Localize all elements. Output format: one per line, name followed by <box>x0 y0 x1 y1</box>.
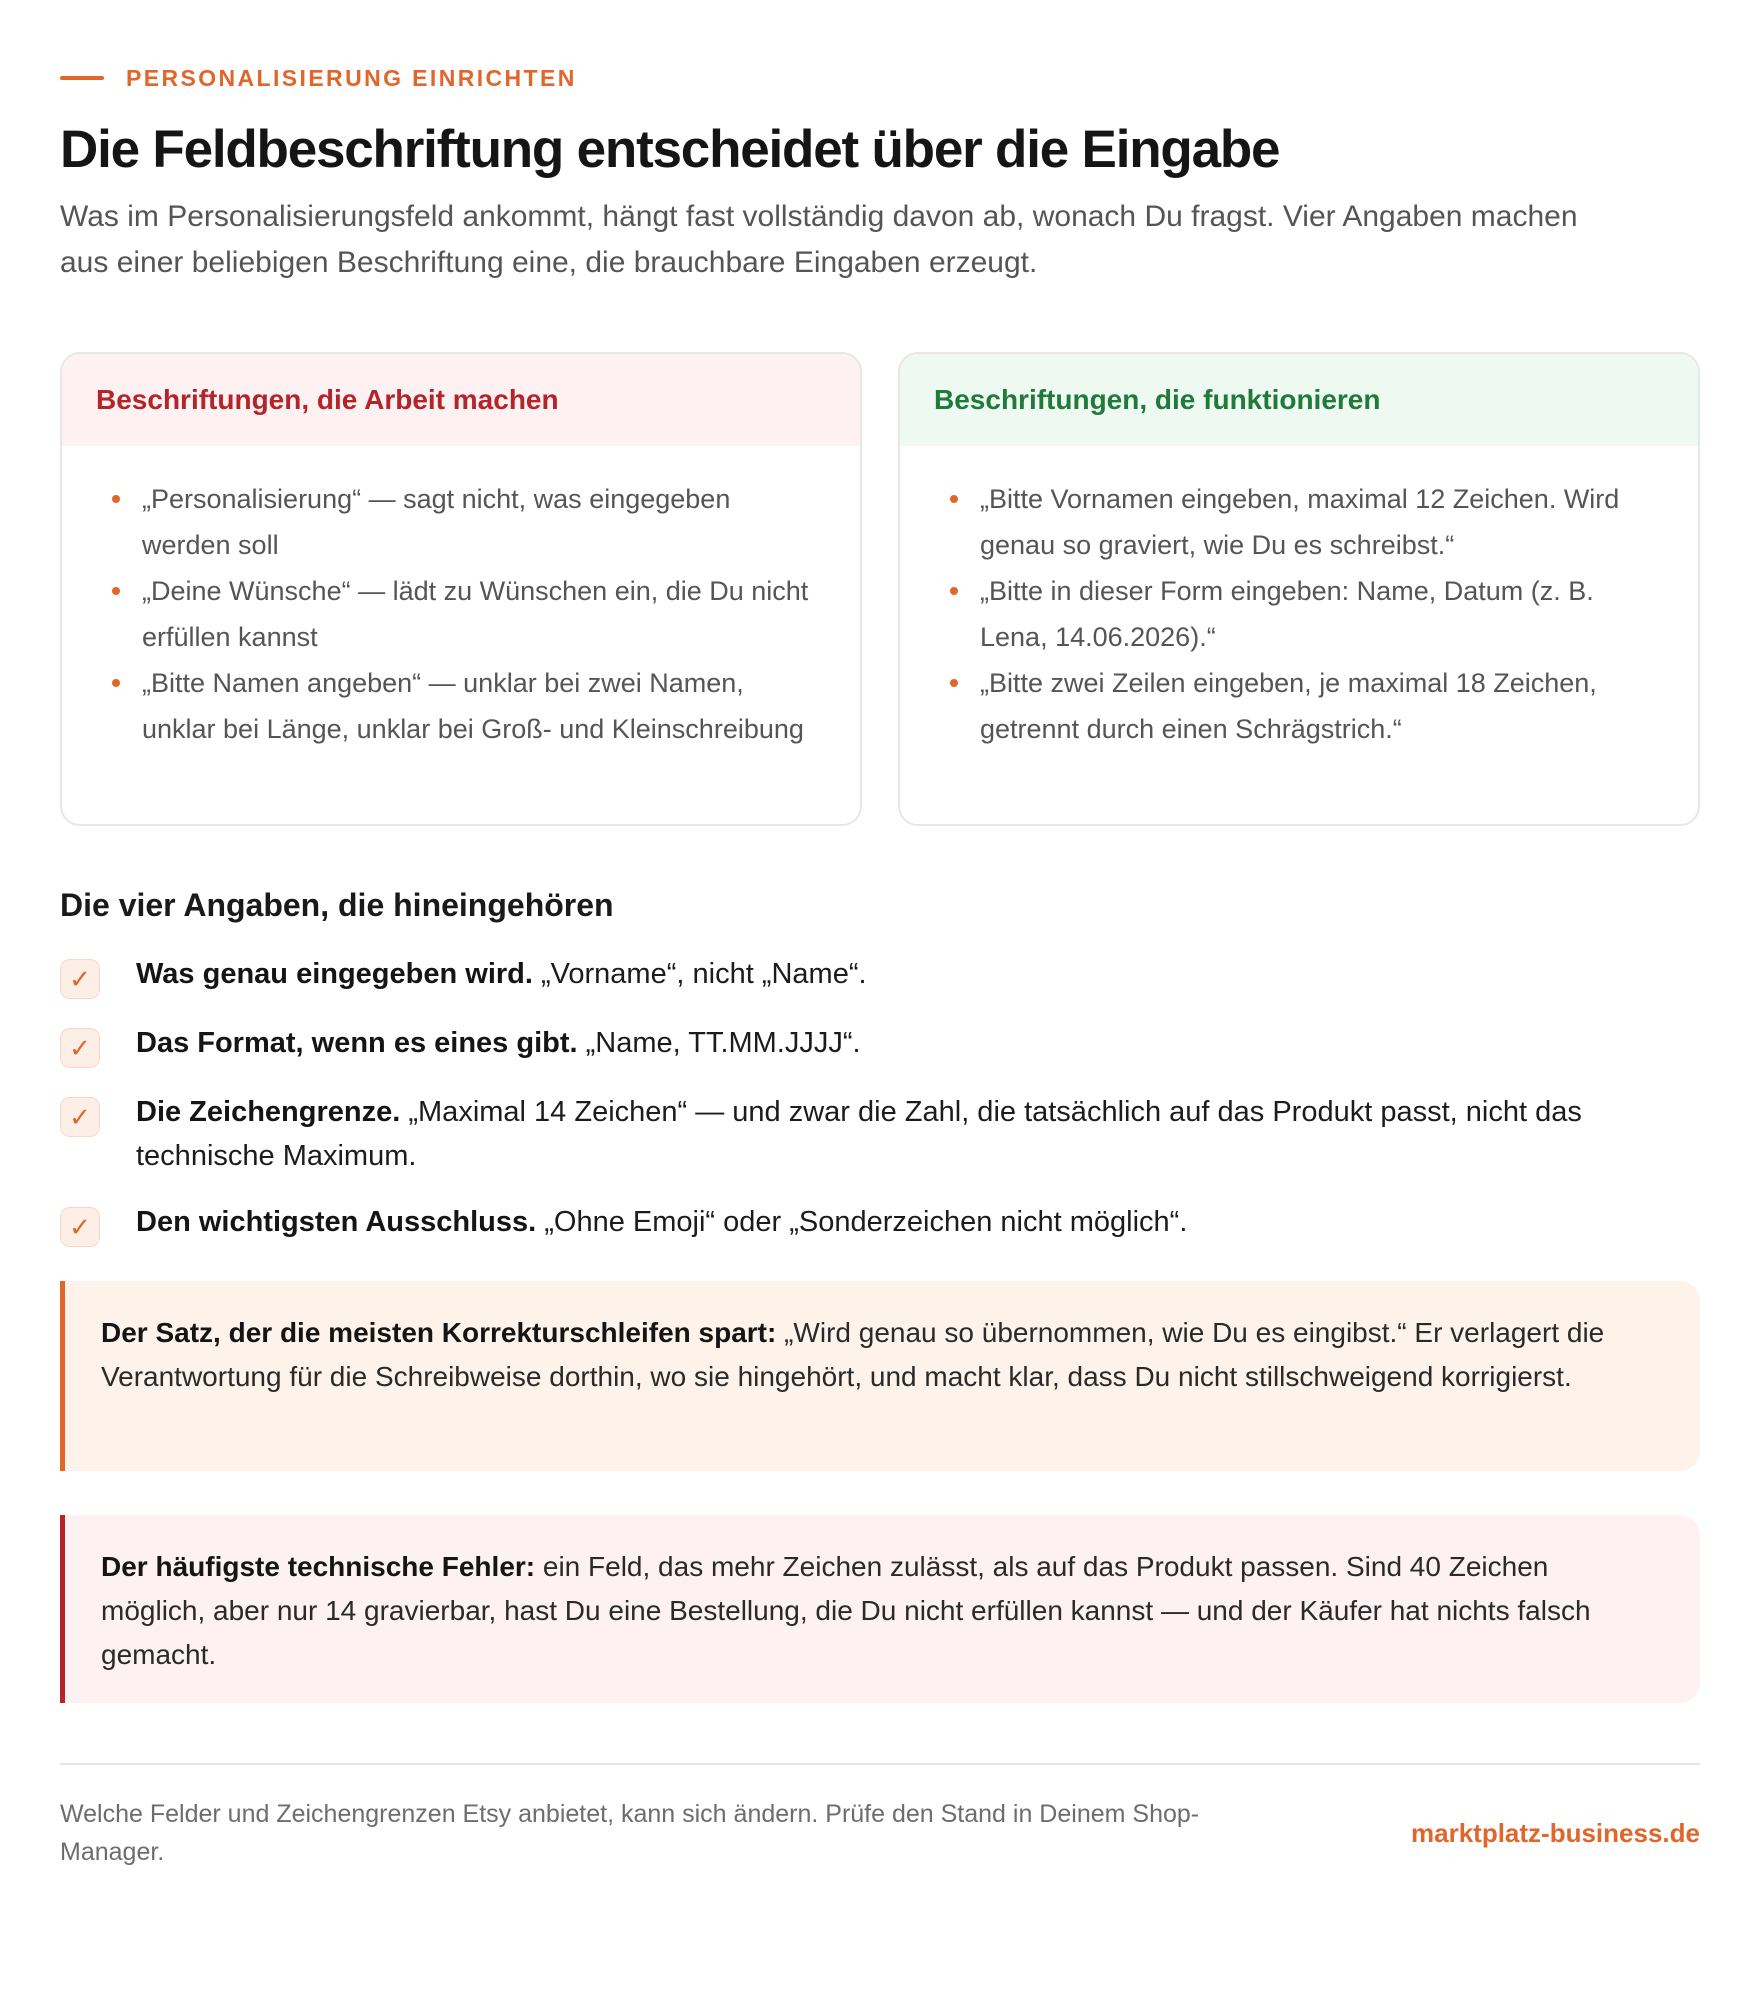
eyebrow-label: PERSONALISIERUNG EINRICHTEN <box>126 64 577 91</box>
bad-labels-list <box>62 446 860 752</box>
list-item: „Bitte in dieser Form eingeben: Name, Datum (z. B. Lena, 14.06.2026).“ <box>980 568 1658 660</box>
checklist-item-text <box>136 1021 1696 1065</box>
checklist-title: Die vier Angaben, die hineingehören <box>60 887 614 923</box>
check-icon: ✓ <box>60 959 100 999</box>
list-item: „Personalisierung“ — sagt nicht, was eingegeben werden soll <box>142 476 820 568</box>
list-item: „Bitte Namen angeben“ — unklar bei zwei Namen, unklar bei Länge, unklar bei Groß- und Kleinschreibung <box>142 660 820 752</box>
checklist-item-text <box>136 952 1696 996</box>
checklist-item <box>60 952 1700 999</box>
tip-callout-text: „Wird genau so übernommen, wie Du es eingibst.“ Er verlagert die Verantwortung für die Schreibweise dorthin, wo sie hingehört, und macht klar, dass Du nicht stillschweigend korrigierst. <box>101 1317 1605 1392</box>
checklist-item-bold: Die Zeichengrenze. <box>136 1096 401 1128</box>
footer-note: Welche Felder und Zeichengrenzen Etsy anbietet, kann sich ändern. Prüfe den Stand in Deinem Shop-Manager. <box>60 1800 1200 1866</box>
checklist-item-text <box>136 1090 1696 1178</box>
bad-labels-card <box>60 352 862 826</box>
intro-text: Was im Personalisierungsfeld ankommt, hängt fast vollständig davon ab, wonach Du fragst. Vier Angaben machen aus einer beliebigen Beschriftung eine, die brauchbare Eingaben erzeugt. <box>60 200 1578 279</box>
page-title: Die Feldbeschriftung entscheidet über die Eingabe <box>60 120 1280 179</box>
checklist-item-detail: „Ohne Emoji“ oder „Sonderzeichen nicht möglich“. <box>536 1206 1188 1238</box>
good-labels-card <box>898 352 1700 826</box>
warning-callout-bold: Der häufigste technische Fehler: <box>101 1551 536 1582</box>
tip-callout <box>60 1281 1700 1471</box>
bad-labels-title: Beschriftungen, die Arbeit machen <box>62 354 860 446</box>
good-labels-list <box>900 446 1698 752</box>
warning-callout-text: ein Feld, das mehr Zeichen zulässt, als auf das Produkt passen. Sind 40 Zeichen möglich, aber nur 14 gravierbar, hast Du eine Bestellung, die Du nicht erfüllen kannst — und der Käufer hat nichts falsch gemacht. <box>101 1551 1591 1670</box>
list-item: „Bitte zwei Zeilen eingeben, je maximal 18 Zeichen, getrennt durch einen Schrägstrich.“ <box>980 660 1658 752</box>
good-labels-title: Beschriftungen, die funktionieren <box>900 354 1698 446</box>
checklist <box>60 952 1700 1247</box>
checklist-item <box>60 1090 1700 1178</box>
checklist-item-detail: „Name, TT.MM.JJJJ“. <box>577 1027 861 1059</box>
checklist-item-bold: Das Format, wenn es eines gibt. <box>136 1027 578 1059</box>
check-icon: ✓ <box>60 1028 100 1068</box>
checklist-item <box>60 1200 1700 1247</box>
comparison-cards <box>60 352 1700 826</box>
checklist-item-detail: „Vorname“, nicht „Name“. <box>532 958 867 990</box>
checklist-item-bold: Den wichtigsten Ausschluss. <box>136 1206 537 1238</box>
checklist-item-bold: Was genau eingegeben wird. <box>136 958 533 990</box>
checklist-item <box>60 1021 1700 1068</box>
tip-callout-bold: Der Satz, der die meisten Korrekturschleifen spart: <box>101 1317 777 1348</box>
warning-callout <box>60 1515 1700 1703</box>
checklist-item-detail: „Maximal 14 Zeichen“ — und zwar die Zahl, die tatsächlich auf das Produkt passt, nicht das technische Maximum. <box>136 1096 1582 1172</box>
list-item: „Bitte Vornamen eingeben, maximal 12 Zeichen. Wird genau so graviert, wie Du es schreibst.“ <box>980 476 1658 568</box>
check-icon: ✓ <box>60 1207 100 1247</box>
footer <box>60 1763 1700 1871</box>
eyebrow-line <box>60 76 104 80</box>
check-icon: ✓ <box>60 1097 100 1137</box>
footer-brand: marktplatz-business.de <box>1411 1817 1700 1848</box>
checklist-item-text <box>136 1200 1696 1244</box>
eyebrow <box>60 62 1700 94</box>
list-item: „Deine Wünsche“ — lädt zu Wünschen ein, die Du nicht erfüllen kannst <box>142 568 820 660</box>
